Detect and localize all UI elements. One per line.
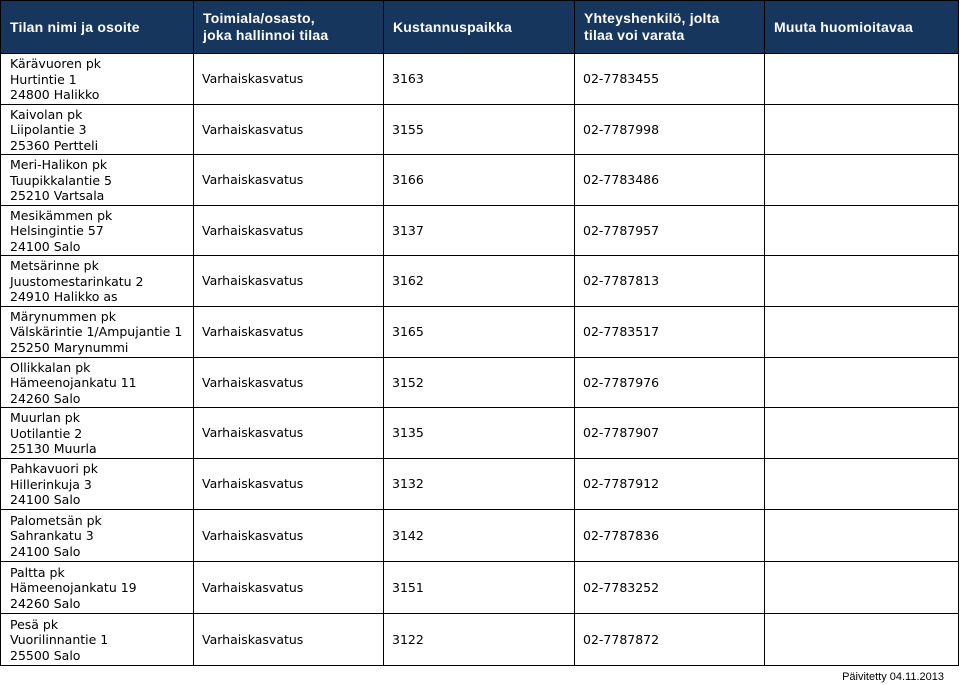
header-name: Tilan nimi ja osoite <box>1 1 194 54</box>
cost-center-cell: 3151 <box>384 562 575 614</box>
cost-center-cell: 3132 <box>384 459 575 510</box>
phone-cell: 02-7787872 <box>575 614 765 666</box>
table-row <box>1 306 959 357</box>
address-cell: Paltta pk Hämeenojankatu 19 24260 Salo <box>1 562 194 614</box>
address-cell: Ollikkalan pk Hämeenojankatu 11 24260 Salo <box>1 357 194 408</box>
unit-cell: Varhaiskasvatus <box>194 155 384 206</box>
cost-center-cell: 3165 <box>384 306 575 357</box>
address-cell: Metsärinne pk Juustomestarinkatu 2 24910 Halikko as <box>1 256 194 307</box>
header-cost-center: Kustannuspaikka <box>384 1 575 54</box>
address-cell: Meri-Halikon pk Tuupikkalantie 5 25210 Vartsala <box>1 155 194 206</box>
unit-cell: Varhaiskasvatus <box>194 205 384 256</box>
unit-cell: Varhaiskasvatus <box>194 306 384 357</box>
cost-center-cell: 3166 <box>384 155 575 206</box>
table-row <box>1 256 959 307</box>
phone-cell: 02-7787957 <box>575 205 765 256</box>
table-row <box>1 54 959 105</box>
unit-cell: Varhaiskasvatus <box>194 104 384 155</box>
cost-center-cell: 3122 <box>384 614 575 666</box>
table-row <box>1 155 959 206</box>
cost-center-cell: 3135 <box>384 408 575 459</box>
notes-cell <box>765 408 959 459</box>
table-row <box>1 205 959 256</box>
address-cell: Pesä pk Vuorilinnantie 1 25500 Salo <box>1 614 194 666</box>
unit-cell: Varhaiskasvatus <box>194 408 384 459</box>
address-cell: Märynummen pk Välskärintie 1/Ampujantie 1 25250 Marynummi <box>1 306 194 357</box>
phone-cell: 02-7787813 <box>575 256 765 307</box>
notes-cell <box>765 205 959 256</box>
phone-cell: 02-7783486 <box>575 155 765 206</box>
phone-cell: 02-7783517 <box>575 306 765 357</box>
unit-cell: Varhaiskasvatus <box>194 510 384 562</box>
notes-cell <box>765 510 959 562</box>
address-cell: Kärävuoren pk Hurtintie 1 24800 Halikko <box>1 54 194 105</box>
notes-cell <box>765 104 959 155</box>
unit-cell: Varhaiskasvatus <box>194 562 384 614</box>
header-row <box>1 1 959 54</box>
table-row <box>1 510 959 562</box>
notes-cell <box>765 306 959 357</box>
unit-cell: Varhaiskasvatus <box>194 357 384 408</box>
phone-cell: 02-7787998 <box>575 104 765 155</box>
unit-cell: Varhaiskasvatus <box>194 614 384 666</box>
unit-cell: Varhaiskasvatus <box>194 256 384 307</box>
header-contact: Yhteyshenkilö, jolta tilaa voi varata <box>575 1 765 54</box>
phone-cell: 02-7787836 <box>575 510 765 562</box>
phone-cell: 02-7783252 <box>575 562 765 614</box>
notes-cell <box>765 614 959 666</box>
header-notes: Muuta huomioitavaa <box>765 1 959 54</box>
phone-cell: 02-7787907 <box>575 408 765 459</box>
cost-center-cell: 3163 <box>384 54 575 105</box>
table-row <box>1 459 959 510</box>
unit-cell: Varhaiskasvatus <box>194 54 384 105</box>
notes-cell <box>765 256 959 307</box>
cost-center-cell: 3152 <box>384 357 575 408</box>
table-row <box>1 562 959 614</box>
cost-center-cell: 3162 <box>384 256 575 307</box>
header-unit: Toimiala/osasto, joka hallinnoi tilaa <box>194 1 384 54</box>
address-cell: Muurlan pk Uotilantie 2 25130 Muurla <box>1 408 194 459</box>
address-cell: Palometsän pk Sahrankatu 3 24100 Salo <box>1 510 194 562</box>
phone-cell: 02-7787912 <box>575 459 765 510</box>
notes-cell <box>765 562 959 614</box>
table-row <box>1 357 959 408</box>
cost-center-cell: 3137 <box>384 205 575 256</box>
table-row <box>1 104 959 155</box>
phone-cell: 02-7787976 <box>575 357 765 408</box>
notes-cell <box>765 155 959 206</box>
table-row <box>1 408 959 459</box>
address-cell: Kaivolan pk Liipolantie 3 25360 Pertteli <box>1 104 194 155</box>
table-row <box>1 614 959 666</box>
phone-cell: 02-7783455 <box>575 54 765 105</box>
notes-cell <box>765 459 959 510</box>
address-cell: Pahkavuori pk Hillerinkuja 3 24100 Salo <box>1 459 194 510</box>
last-updated-text: Päivitetty 04.11.2013 <box>842 671 944 683</box>
cost-center-cell: 3142 <box>384 510 575 562</box>
cost-center-cell: 3155 <box>384 104 575 155</box>
notes-cell <box>765 54 959 105</box>
unit-cell: Varhaiskasvatus <box>194 459 384 510</box>
notes-cell <box>765 357 959 408</box>
address-cell: Mesikämmen pk Helsingintie 57 24100 Salo <box>1 205 194 256</box>
